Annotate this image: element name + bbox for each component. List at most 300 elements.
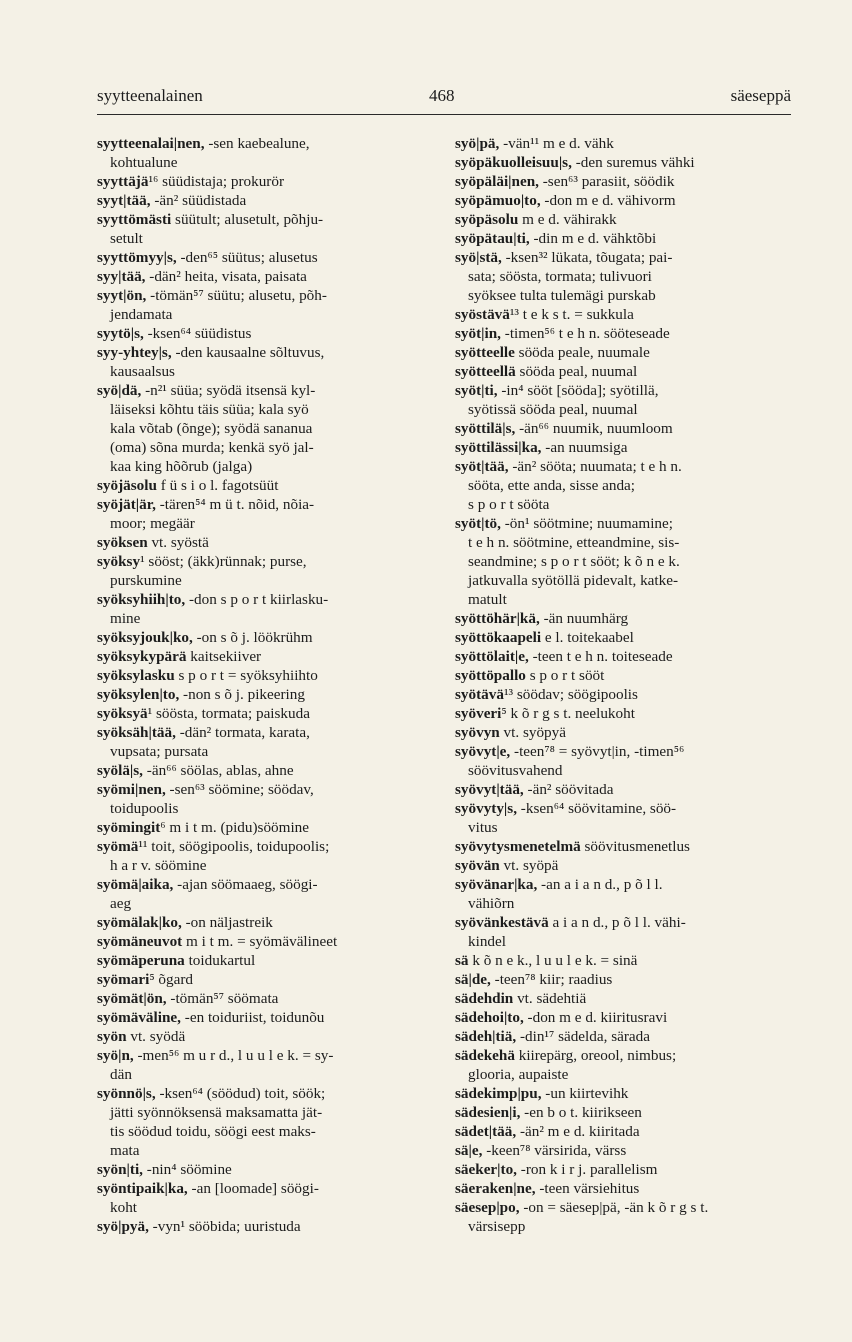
entry-text: -en toiduriist, toidunõu — [180, 1009, 325, 1026]
headword: syövyt|e, — [455, 743, 511, 760]
headword: syönnö|s, — [97, 1085, 156, 1102]
entry-line — [97, 666, 433, 685]
entry-line — [455, 571, 792, 590]
headword: syön|ti, — [97, 1161, 143, 1178]
entry-text: -non s õ j. pikeering — [179, 686, 305, 703]
entry-line — [97, 1065, 433, 1084]
headword: sä|de, — [455, 971, 491, 988]
headword: syömäneuvot — [97, 933, 183, 950]
entry-line — [97, 951, 433, 970]
entry-line — [97, 191, 433, 210]
headword: sä — [455, 952, 469, 969]
entry-text: jatkuvalla syötöllä pidevalt, katke- — [468, 572, 679, 589]
entry-line — [455, 286, 792, 305]
entry-line — [97, 1198, 433, 1217]
headword: syövyt|tää, — [455, 781, 524, 798]
entry-line — [455, 172, 792, 191]
entry-line — [97, 856, 433, 875]
entry-line — [455, 666, 792, 685]
entry-line — [455, 875, 792, 894]
entry-text: vupsata; pursata — [110, 743, 209, 760]
entry-text: sööda peal, nuumal — [515, 363, 638, 380]
entry-line — [455, 1065, 792, 1084]
entry-line — [97, 419, 433, 438]
headword: syöt|tö, — [455, 515, 501, 532]
entry-text: mata — [110, 1142, 140, 1159]
headword: syömingit — [97, 819, 161, 836]
entry-line — [97, 362, 433, 381]
entry-text: ¹³ t e k s t. = sukkula — [509, 306, 634, 323]
entry-line — [97, 609, 433, 628]
entry-line — [455, 1160, 792, 1179]
entry-line — [455, 1198, 792, 1217]
entry-text: h a r v. söömine — [110, 857, 207, 874]
entry-text: -an nuumsiga — [541, 439, 628, 456]
entry-text: -än² sööta; nuumata; t e h n. — [508, 458, 682, 475]
entry-line — [455, 1008, 792, 1027]
entry-line — [97, 476, 433, 495]
headword: syöntipaik|ka, — [97, 1180, 188, 1197]
entry-text: -ksen⁶⁴ süüdistus — [143, 325, 252, 342]
entry-text: -teen värsiehitus — [535, 1180, 640, 1197]
header-right-guideword: säeseppä — [730, 86, 791, 105]
entry-line — [97, 571, 433, 590]
entry-text: ¹⁶ süüdistaja; prokurör — [148, 173, 285, 190]
entry-text: ⁶ m i t m. (pidu)söömine — [160, 819, 310, 836]
entry-line — [97, 742, 433, 761]
entry-line — [455, 1122, 792, 1141]
headword: syöksy — [97, 553, 141, 570]
entry-line — [455, 191, 792, 210]
entry-text: kohtualune — [110, 154, 178, 171]
headword: syöksen — [97, 534, 148, 551]
entry-line — [455, 970, 792, 989]
entry-text: -don m e d. vähivorm — [540, 192, 676, 209]
entry-line — [455, 1179, 792, 1198]
entry-text: vt. syöpä — [499, 857, 559, 874]
entry-line — [455, 210, 792, 229]
entry-line — [455, 419, 792, 438]
headword: syöksykypärä — [97, 648, 187, 665]
entry-text: jendamata — [110, 306, 173, 323]
entry-text: matult — [468, 591, 507, 608]
entry-text: ¹ söösta, tormata; paiskuda — [147, 705, 310, 722]
headword: syömälak|ko, — [97, 914, 182, 931]
headword: syöksyjouk|ko, — [97, 629, 193, 646]
headword: syöttilä|s, — [455, 420, 516, 437]
headword: syöksyhiih|to, — [97, 591, 186, 608]
entry-line — [97, 628, 433, 647]
headword: syötteellä — [455, 363, 516, 380]
entry-text: toidukartul — [184, 952, 256, 969]
entry-line — [97, 343, 433, 362]
entry-text: -tömän⁵⁷ söömata — [166, 990, 279, 1007]
headword: syöpätau|ti, — [455, 230, 530, 247]
entry-text: syötissä sööda peal, nuumal — [468, 401, 638, 418]
headword: syö|n, — [97, 1047, 134, 1064]
entry-line — [455, 951, 792, 970]
entry-text: -don s p o r t kiirlasku- — [185, 591, 329, 608]
entry-line — [97, 1179, 433, 1198]
entry-line — [455, 267, 792, 286]
entry-line — [455, 457, 792, 476]
entry-line — [455, 837, 792, 856]
entry-line — [97, 1122, 433, 1141]
entry-line — [455, 1084, 792, 1103]
entry-line — [455, 609, 792, 628]
entry-line — [455, 742, 792, 761]
entry-line — [97, 514, 433, 533]
entry-text: -ön¹ söötmine; nuumamine; — [500, 515, 673, 532]
entry-text: ¹ sööst; (äkk)rünnak; purse, — [140, 553, 307, 570]
headword: syytö|s, — [97, 325, 144, 342]
entry-text: -don m e d. kiiritusravi — [523, 1009, 668, 1026]
headword: sädeh|tiä, — [455, 1028, 517, 1045]
entry-line — [455, 723, 792, 742]
entry-line — [97, 533, 433, 552]
headword: syöksylen|to, — [97, 686, 180, 703]
entry-text: -in⁴ sööt [sööda]; syötillä, — [497, 382, 659, 399]
entry-text: -en b o t. kiirikseen — [520, 1104, 642, 1121]
entry-line — [455, 495, 792, 514]
entry-text: moor; megäär — [110, 515, 195, 532]
headword: syytteenalai|nen, — [97, 135, 205, 152]
entry-text: s p o r t = syöksyhiihto — [174, 667, 318, 684]
entry-line — [97, 970, 433, 989]
entry-text: syöksee tulta tulemägi purskab — [468, 287, 656, 304]
headword: säesep|po, — [455, 1199, 520, 1216]
entry-text: -vyn¹ sööbida; uuristuda — [148, 1218, 301, 1235]
entry-line — [455, 400, 792, 419]
entry-text: kiirepärg, oreool, nimbus; — [514, 1047, 677, 1064]
entry-line — [97, 1160, 433, 1179]
entry-line — [97, 153, 433, 172]
headword: syöjäsolu — [97, 477, 157, 494]
entry-text: -men⁵⁶ m u r d., l u u l e k. = sy- — [133, 1047, 334, 1064]
entry-line — [97, 438, 433, 457]
headword: syötävä — [455, 686, 504, 703]
entry-text: toidupoolis — [110, 800, 179, 817]
entry-line — [455, 1141, 792, 1160]
headword: syy-yhtey|s, — [97, 344, 172, 361]
headword: syy|tää, — [97, 268, 146, 285]
entry-text: purskumine — [110, 572, 182, 589]
header-rule — [97, 114, 791, 115]
headword: syöksäh|tää, — [97, 724, 176, 741]
entry-line — [455, 685, 792, 704]
headword: sädet|tää, — [455, 1123, 517, 1140]
entry-text: -än⁶⁶ söölas, ablas, ahne — [142, 762, 294, 779]
headword: sä|e, — [455, 1142, 483, 1159]
entry-text: -tären⁵⁴ m ü t. nõid, nõia- — [155, 496, 315, 513]
headword: syöttölait|e, — [455, 648, 529, 665]
entry-text: -tömän⁵⁷ süütu; alusetu, põh- — [146, 287, 327, 304]
entry-line — [455, 761, 792, 780]
entry-line — [455, 248, 792, 267]
entry-line — [455, 818, 792, 837]
entry-line — [97, 704, 433, 723]
entry-line — [97, 913, 433, 932]
entry-line — [97, 1217, 433, 1236]
headword: syöt|ti, — [455, 382, 498, 399]
headword: säeraken|ne, — [455, 1180, 536, 1197]
entry-line — [455, 590, 792, 609]
headword: syömäperuna — [97, 952, 185, 969]
entry-line — [97, 590, 433, 609]
entry-text: -din¹⁷ sädelda, särada — [516, 1028, 650, 1045]
entry-text: -timen⁵⁶ t e h n. sööteseade — [500, 325, 670, 342]
headword: syövyn — [455, 724, 500, 741]
entry-line — [97, 1103, 433, 1122]
headword: syöt|in, — [455, 325, 501, 342]
entry-line — [97, 1141, 433, 1160]
headword: syöveri — [455, 705, 502, 722]
entry-line — [97, 495, 433, 514]
entry-line — [455, 305, 792, 324]
entry-text: sööta, ette anda, sisse anda; — [468, 477, 636, 494]
entry-text: kausaalsus — [110, 363, 175, 380]
entry-line — [97, 1008, 433, 1027]
headword: syöttilässi|ka, — [455, 439, 542, 456]
headword: syötteelle — [455, 344, 515, 361]
headword: syö|dä, — [97, 382, 142, 399]
entry-text: värsisepp — [468, 1218, 526, 1235]
headword: syöttöhär|kä, — [455, 610, 540, 627]
entry-text: -dän² tormata, karata, — [175, 724, 310, 741]
entry-line — [455, 780, 792, 799]
entry-line — [455, 153, 792, 172]
entry-text: läiseksi kõhtu täis süüa; kala syö — [110, 401, 309, 418]
entry-line — [455, 647, 792, 666]
entry-text: -on s õ j. löökrühm — [192, 629, 313, 646]
entry-text: -din m e d. vähktõbi — [529, 230, 657, 247]
entry-line — [97, 894, 433, 913]
entry-text: -sen⁶³ söömine; söödav, — [165, 781, 314, 798]
entry-line — [455, 533, 792, 552]
entry-line — [97, 989, 433, 1008]
entry-text: söövitusmenetlus — [580, 838, 690, 855]
entry-line — [97, 875, 433, 894]
headword: syöttöpallo — [455, 667, 526, 684]
entry-line — [97, 1027, 433, 1046]
entry-text: -ron k i r j. parallelism — [516, 1161, 658, 1178]
headword: syö|pä, — [455, 135, 500, 152]
entry-line — [97, 761, 433, 780]
entry-text: -teen⁷⁸ kiir; raadius — [490, 971, 613, 988]
entry-text: jätti syönnöksensä maksamatta jät- — [110, 1104, 323, 1121]
headword: syöpäsolu — [455, 211, 519, 228]
entry-text: a i a n d., p õ l l. vähi- — [548, 914, 686, 931]
entry-text: aeg — [110, 895, 132, 912]
entry-line — [455, 894, 792, 913]
headword: sädekimp|pu, — [455, 1085, 542, 1102]
entry-text: ¹¹ toit, söögipoolis, toidupoolis; — [138, 838, 330, 855]
entry-line — [455, 343, 792, 362]
entry-text: ⁵ k õ r g s t. neelukoht — [501, 705, 635, 722]
entry-text: (oma) sõna murda; kenkä syö jal- — [110, 439, 314, 456]
entry-text: -sen⁶³ parasiit, söödik — [538, 173, 675, 190]
headword: syövän — [455, 857, 500, 874]
entry-line — [97, 799, 433, 818]
entry-text: -den kausaalne sõltuvus, — [171, 344, 325, 361]
entry-text: -den⁶⁵ süütus; alusetus — [176, 249, 318, 266]
headword: syön — [97, 1028, 127, 1045]
entry-line — [97, 324, 433, 343]
headword: syömari — [97, 971, 150, 988]
headword: syömä|aika, — [97, 876, 174, 893]
headword: syyttäjä — [97, 173, 149, 190]
entry-text: söövitusvahend — [468, 762, 563, 779]
entry-text: vt. sädehtiä — [513, 990, 587, 1007]
entry-line — [455, 476, 792, 495]
entry-text: -än² söövitada — [523, 781, 614, 798]
entry-text: -an a i a n d., p õ l l. — [537, 876, 663, 893]
entry-text: vähiõrn — [468, 895, 515, 912]
headword: syyt|ön, — [97, 287, 147, 304]
entry-line — [97, 172, 433, 191]
entry-line — [455, 1046, 792, 1065]
entry-text: kala võtab (õnge); syödä sananua — [110, 420, 313, 437]
headword: syöpäläi|nen, — [455, 173, 539, 190]
entry-line — [455, 134, 792, 153]
left-column — [97, 134, 433, 1236]
entry-line — [97, 1084, 433, 1103]
headword: sädesien|i, — [455, 1104, 521, 1121]
entry-line — [455, 799, 792, 818]
entry-line — [455, 324, 792, 343]
headword: syyt|tää, — [97, 192, 151, 209]
entry-line — [455, 628, 792, 647]
entry-line — [97, 552, 433, 571]
entry-line — [455, 989, 792, 1008]
entry-line — [455, 514, 792, 533]
headword: syöksyä — [97, 705, 148, 722]
entry-text: -än⁶⁶ nuumik, nuumloom — [515, 420, 673, 437]
headword: syöttökaapeli — [455, 629, 542, 646]
entry-line — [97, 229, 433, 248]
entry-text: -än² m e d. kiiritada — [516, 1123, 640, 1140]
entry-line — [97, 248, 433, 267]
headword: syöksylasku — [97, 667, 175, 684]
entry-text: -vän¹¹ m e d. vähk — [499, 135, 614, 152]
headword: syövyty|s, — [455, 800, 517, 817]
entry-text: ⁵ õgard — [149, 971, 193, 988]
entry-text: ¹³ söödav; söögipoolis — [503, 686, 638, 703]
headword: syömi|nen, — [97, 781, 166, 798]
headword: sädehoi|to, — [455, 1009, 524, 1026]
entry-text: kaa king hõõrub (jalga) — [110, 458, 253, 475]
entry-line — [97, 647, 433, 666]
entry-text: sööda peale, nuumale — [514, 344, 650, 361]
entry-text: mine — [110, 610, 141, 627]
entry-line — [455, 438, 792, 457]
page-number: 468 — [429, 86, 455, 105]
entry-text: vitus — [468, 819, 498, 836]
entry-line — [97, 723, 433, 742]
right-column — [455, 134, 792, 1236]
entry-text: m i t m. = syömävälineet — [182, 933, 338, 950]
entry-text: k õ n e k., l u u l e k. = sinä — [468, 952, 638, 969]
entry-text: tis söödud toidu, söögi eest maks- — [110, 1123, 316, 1140]
headword: säeker|to, — [455, 1161, 517, 1178]
headword: syyttömästi — [97, 211, 172, 228]
entry-text: e l. toitekaabel — [541, 629, 634, 646]
entry-line — [455, 913, 792, 932]
entry-text: -ajan söömaaeg, söögi- — [173, 876, 318, 893]
entry-text: kindel — [468, 933, 506, 950]
headword: sädekehä — [455, 1047, 515, 1064]
entry-line — [455, 704, 792, 723]
entry-line — [455, 552, 792, 571]
headword: syövytysmenetelmä — [455, 838, 581, 855]
entry-text: -teen⁷⁸ = syövyt|in, -timen⁵⁶ — [510, 743, 685, 760]
entry-text: s p o r t sööt — [525, 667, 605, 684]
headword: syömäväline, — [97, 1009, 181, 1026]
entry-text: -n²¹ süüa; syödä itsensä kyl- — [141, 382, 316, 399]
headword: syömät|ön, — [97, 990, 167, 1007]
entry-text: f ü s i o l. fagotsüüt — [156, 477, 279, 494]
header-left-guideword: syytteenalainen — [97, 86, 203, 105]
entry-line — [455, 381, 792, 400]
headword: syöstävä — [455, 306, 510, 323]
entry-text: -den suremus vähki — [571, 154, 695, 171]
entry-line — [97, 305, 433, 324]
entry-text: -nin⁴ söömine — [142, 1161, 232, 1178]
entry-line — [97, 400, 433, 419]
entry-text: koht — [110, 1199, 138, 1216]
headword: syöt|tää, — [455, 458, 509, 475]
entry-text: -än² süüdistada — [150, 192, 247, 209]
entry-line — [97, 134, 433, 153]
entry-text: vt. syöstä — [147, 534, 209, 551]
entry-text: -ksen⁶⁴ söövitamine, söö- — [517, 800, 677, 817]
headword: syöjät|är, — [97, 496, 156, 513]
entry-line — [97, 210, 433, 229]
entry-line — [455, 229, 792, 248]
headword: sädehdin — [455, 990, 514, 1007]
entry-line — [455, 1027, 792, 1046]
entry-line — [455, 362, 792, 381]
entry-text: seandmine; s p o r t sööt; k õ n e k. — [468, 553, 680, 570]
entry-text: vt. syöpyä — [499, 724, 566, 741]
entry-text: -on = säesep|pä, -än k õ r g s t. — [519, 1199, 709, 1216]
headword: syöpäkuolleisuu|s, — [455, 154, 572, 171]
entry-text: sata; söösta, tormata; tulivuori — [468, 268, 652, 285]
entry-line — [97, 685, 433, 704]
entry-line — [97, 932, 433, 951]
entry-line — [97, 837, 433, 856]
entry-line — [97, 286, 433, 305]
entry-text: -än nuumhärg — [539, 610, 629, 627]
entry-text: t e h n. söötmine, etteandmine, sis- — [468, 534, 680, 551]
entry-text: -ksen⁶⁴ (söödud) toit, söök; — [155, 1085, 326, 1102]
entry-line — [97, 267, 433, 286]
entry-text: -teen t e h n. toiteseade — [528, 648, 673, 665]
headword: syövänkestävä — [455, 914, 549, 931]
entry-text: -sen kaebealune, — [204, 135, 310, 152]
entry-line — [97, 381, 433, 400]
entry-text: -ksen³² lükata, tõugata; pai- — [501, 249, 673, 266]
entry-text: -un kiirtevihk — [541, 1085, 629, 1102]
headword: syömä — [97, 838, 139, 855]
entry-text: vt. syödä — [126, 1028, 186, 1045]
entry-text: s p o r t sööta — [468, 496, 550, 513]
entry-line — [455, 1217, 792, 1236]
headword: syö|pyä, — [97, 1218, 149, 1235]
entry-text: m e d. vähirakk — [518, 211, 617, 228]
entry-text: -keen⁷⁸ värsirida, värss — [482, 1142, 627, 1159]
entry-line — [455, 932, 792, 951]
